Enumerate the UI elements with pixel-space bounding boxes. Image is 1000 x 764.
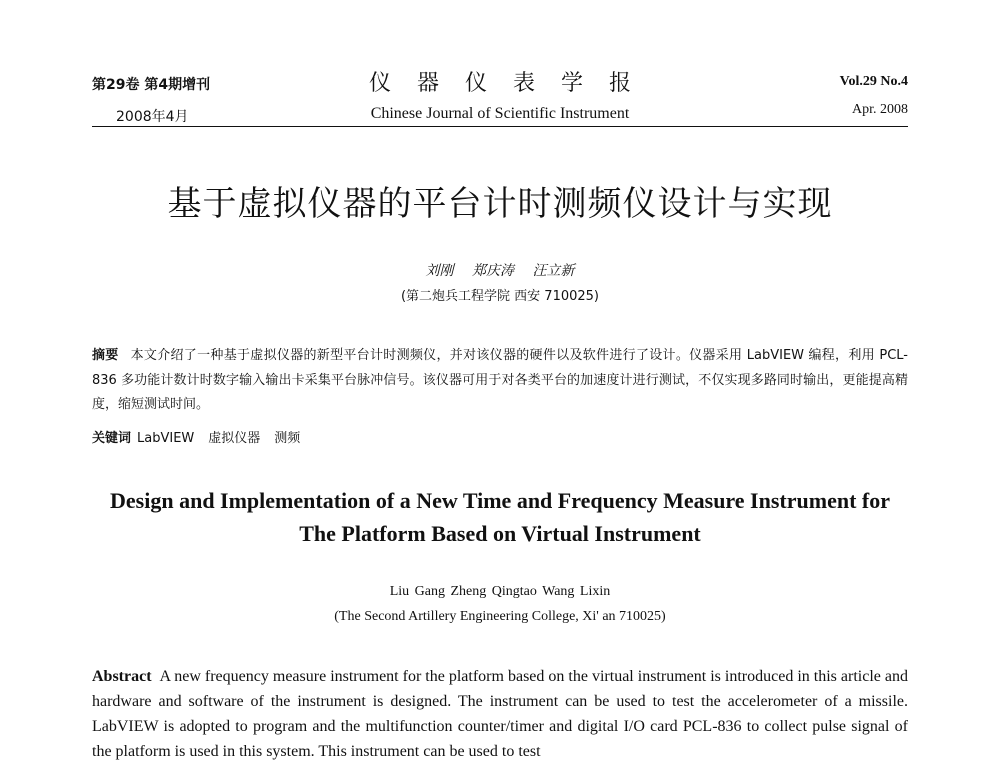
article-title-cn: 基于虚拟仪器的平台计时测频仪设计与实现 [167, 184, 833, 224]
date-en: Apr. 2008 [852, 102, 908, 117]
volume-issue-cn: 第29卷 第4期增刊 [92, 77, 211, 93]
keyword: LabVIEW [137, 431, 195, 446]
keywords-cn-label: 关键词 [92, 431, 132, 446]
header-center [340, 66, 660, 123]
abstract-en [92, 664, 908, 764]
header-divider [92, 126, 908, 127]
authors-en: Liu Gang Zheng Qingtao Wang Lixin [389, 584, 611, 599]
date-cn: 2008年4月 [116, 109, 189, 125]
volume-issue-en: Vol.29 No.4 [839, 74, 908, 89]
abstract-en-text: A new frequency measure instrument for the platform based on the virtual instrument is introduced in this article and hardware and software of the instrument is designed. The instrument can be used to test the accelerometer of a missile. LabVIEW is adopted to program and the multifunction counter/timer and digital I/O card PCL-836 to collect pulse signal of the platform is used in this system. This instrument can be used to test [92, 668, 908, 760]
abstract-cn [92, 344, 908, 418]
article-title-en: Design and Implementation of a New Time and Frequency Measure Instrument for The Platform Based on Virtual Instrument [110, 488, 890, 546]
abstract-cn-label: 摘要 [92, 348, 119, 363]
keyword: 测频 [274, 431, 301, 446]
affiliation-en: (The Second Artillery Engineering College, Xi' an 710025) [334, 609, 666, 624]
keyword: 虚拟仪器 [208, 431, 261, 446]
abstract-cn-text: 本文介绍了一种基于虚拟仪器的新型平台计时测频仪，并对该仪器的硬件以及软件进行了设计。仪器采用 LabVIEW 编程，利用 PCL-836 多功能计数计时数字输入输出卡采集平台脉冲信号。该仪器可用于对各类平台的加速度计进行测试，不仅实现多路同时输出，更能提高精度，缩短测试时间。 [92, 348, 908, 412]
header-left [92, 74, 210, 126]
journal-name-cn: 仪器仪表学报 [368, 71, 657, 96]
abstract-en-label: Abstract [92, 668, 152, 685]
journal-name-en: Chinese Journal of Scientific Instrument [370, 105, 630, 122]
keywords-cn [92, 427, 908, 446]
header-right [840, 74, 908, 118]
affiliation-cn: (第二炮兵工程学院 西安 710025) [400, 289, 600, 304]
authors-cn: 刘刚 郑庆涛 汪立新 [425, 263, 575, 279]
